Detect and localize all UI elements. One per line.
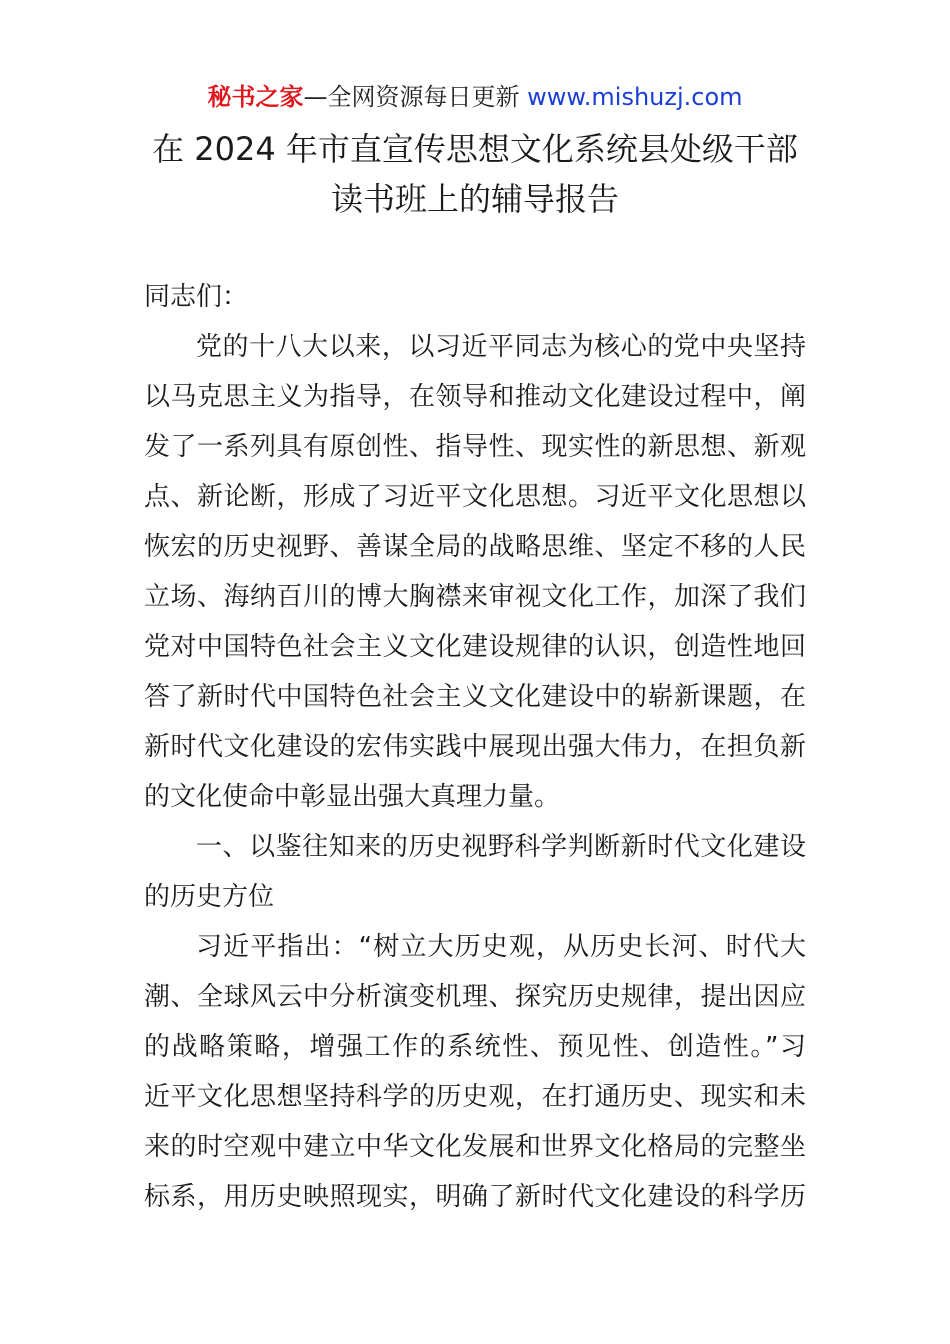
paragraph-line: 新时代文化建设的宏伟实践中展现出强大伟力，在担负新 bbox=[144, 732, 806, 762]
paragraph-line: 党的十八大以来，以习近平同志为核心的党中央坚持 bbox=[196, 332, 806, 362]
paragraph-line: 的文化使命中彰显出强大真理力量。 bbox=[144, 782, 561, 812]
paragraph-line: 党对中国特色社会主义文化建设规律的认识，创造性地回 bbox=[144, 632, 806, 662]
site-brand: 秘书之家 bbox=[207, 83, 304, 111]
document-title bbox=[0, 124, 950, 224]
paragraph-line: 标系，用历史映照现实，明确了新时代文化建设的科学历 bbox=[144, 1182, 806, 1212]
title-line-1: 在 2024 年市直宣传思想文化系统县处级干部 bbox=[152, 130, 798, 168]
paragraph-line: 潮、全球风云中分析演变机理、探究历史规律，提出因应 bbox=[144, 982, 806, 1012]
paragraph-line: 的战略策略，增强工作的系统性、预见性、创造性。”习 bbox=[144, 1032, 806, 1062]
site-header bbox=[0, 80, 950, 114]
section-heading-line: 一、以鉴往知来的历史视野科学判断新时代文化建设 bbox=[196, 832, 806, 862]
greeting: 同志们： bbox=[144, 282, 249, 312]
document-body bbox=[144, 272, 806, 1222]
paragraph-line: 来的时空观中建立中华文化发展和世界文化格局的完整坐 bbox=[144, 1132, 806, 1162]
paragraph-line: 点、新论断，形成了习近平文化思想。习近平文化思想以 bbox=[144, 482, 806, 512]
paragraph-line: 立场、海纳百川的博大胸襟来审视文化工作，加深了我们 bbox=[144, 582, 806, 612]
paragraph-line: 恢宏的历史视野、善谋全局的战略思维、坚定不移的人民 bbox=[144, 532, 806, 562]
section-heading-line: 的历史方位 bbox=[144, 882, 275, 912]
site-url-link[interactable]: www.mishuzj.com bbox=[527, 83, 743, 111]
title-line-2: 读书班上的辅导报告 bbox=[330, 180, 619, 218]
paragraph-line: 习近平指出：“树立大历史观，从历史长河、时代大 bbox=[196, 932, 806, 962]
site-tagline: —全网资源每日更新 bbox=[303, 83, 520, 111]
paragraph-line: 发了一系列具有原创性、指导性、现实性的新思想、新观 bbox=[144, 432, 806, 462]
paragraph-line: 答了新时代中国特色社会主义文化建设中的崭新课题，在 bbox=[144, 682, 806, 712]
paragraph-line: 以马克思主义为指导，在领导和推动文化建设过程中，阐 bbox=[144, 382, 806, 412]
paragraph-line: 近平文化思想坚持科学的历史观，在打通历史、现实和未 bbox=[144, 1082, 806, 1112]
